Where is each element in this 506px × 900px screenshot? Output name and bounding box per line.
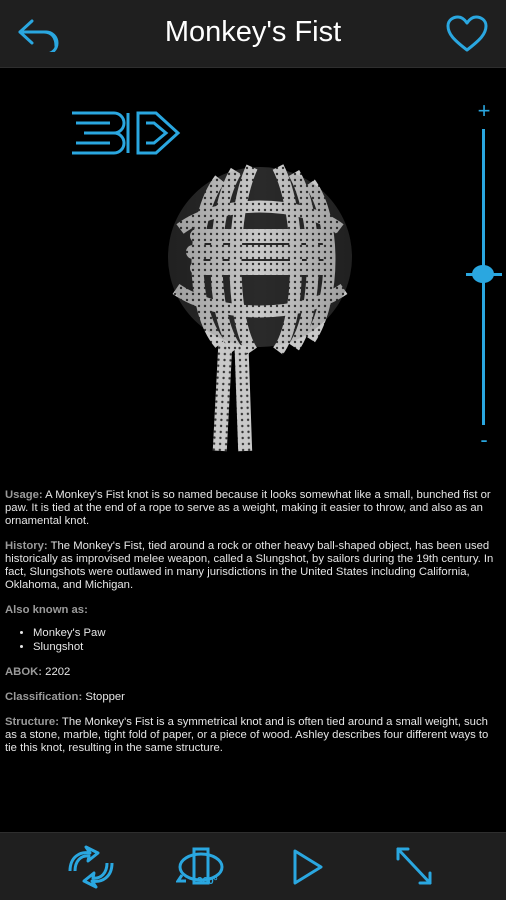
classification-label: Classification: — [5, 691, 83, 703]
abok-label: ABOK: — [5, 666, 43, 678]
play-icon — [285, 845, 335, 889]
page-title: Monkey's Fist — [164, 16, 342, 48]
loop-arrows-icon — [66, 845, 116, 889]
history-text: The Monkey's Fist, tied around a rock or other heavy ball-shaped object, has been used historically as improvised melee weapon, called a Slungshot, by sailors during the 19th century. In fact, Slungshots were outlawed in many jurisdictions in the United States including California, Oklahoma, and Michigan. — [5, 540, 494, 591]
bottom-toolbar — [0, 832, 506, 900]
list-item: • Monkey's Paw — [33, 627, 499, 640]
abok-value: 2202 — [42, 666, 71, 678]
aka-list — [33, 627, 499, 654]
usage-text: A Monkey's Fist knot is so named because it looks somewhat like a small, bunched fist or paw. It is tied at the end of a rope to serve as a weight, making it easier to throw, and also as an ornamental knot. — [5, 489, 491, 527]
top-bar — [0, 0, 506, 68]
structure-paragraph — [5, 716, 499, 755]
expand-icon — [390, 845, 440, 889]
usage-label: Usage: — [5, 489, 43, 501]
zoom-in-button[interactable]: + — [477, 98, 491, 123]
classification-value: Stopper — [82, 691, 125, 703]
structure-label: Structure: — [5, 716, 59, 728]
expand-button[interactable] — [390, 845, 440, 889]
knot-description — [5, 489, 499, 829]
history-label: History: — [5, 540, 48, 552]
favorite-button[interactable] — [444, 14, 490, 54]
knot-viewer[interactable] — [0, 69, 506, 472]
zoom-slider-thumb[interactable] — [472, 265, 494, 283]
usage-paragraph — [5, 489, 499, 528]
abok-paragraph — [5, 666, 499, 679]
aka-heading — [5, 604, 499, 617]
aka-label: Also known as: — [5, 604, 88, 616]
history-paragraph — [5, 540, 499, 592]
list-item: • Slungshot — [33, 641, 499, 654]
3d-mode-button[interactable] — [70, 109, 184, 157]
heart-icon — [444, 14, 490, 54]
3d-icon — [70, 109, 184, 157]
zoom-out-button[interactable]: - — [480, 427, 488, 452]
structure-text: The Monkey's Fist is a symmetrical knot and is often tied around a small weight, such as a stone, marble, tight fold of paper, or a piece of wood. Ashley describes four different ways to tie this knot, resulting in the same structure. — [5, 716, 489, 754]
rotate-360-label: 360° — [197, 876, 218, 887]
play-button[interactable] — [285, 845, 335, 889]
classification-paragraph — [5, 691, 499, 704]
loop-button[interactable] — [66, 845, 116, 889]
monkeys-fist-knot-illustration — [160, 159, 360, 454]
